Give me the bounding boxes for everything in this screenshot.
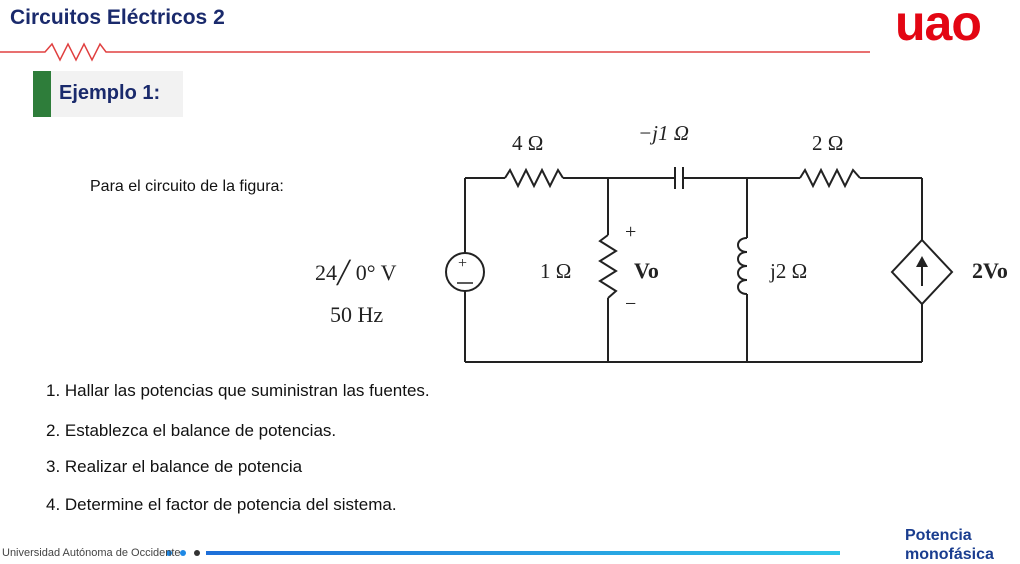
question-1: 1. Hallar las potencias que suministran las fuentes. bbox=[46, 381, 430, 400]
question-3: 3. Realizar el balance de potencia bbox=[46, 457, 303, 476]
label-source-value: 24╱ 0° V bbox=[315, 260, 397, 285]
dot-icon bbox=[180, 550, 186, 556]
label-vo: Vo bbox=[634, 258, 659, 283]
header-rule bbox=[0, 0, 1020, 70]
zigzag-decoration bbox=[0, 44, 870, 60]
page-title: Circuitos Eléctricos 2 bbox=[10, 6, 225, 29]
inductor bbox=[738, 238, 747, 294]
example-badge bbox=[33, 71, 183, 117]
intro-text: Para el circuito de la figura: bbox=[90, 178, 284, 195]
topic-line-1: Potencia bbox=[905, 527, 972, 544]
label-l1: j2 Ω bbox=[770, 259, 808, 283]
resistor-1ohm bbox=[600, 235, 616, 298]
topic-line-2: monofásica bbox=[905, 546, 994, 563]
label-r1: 4 Ω bbox=[512, 131, 544, 155]
label-c1: −j1 Ω bbox=[638, 121, 689, 145]
university-name: Universidad Autónoma de Occidente bbox=[2, 547, 181, 559]
resistor-4ohm bbox=[505, 170, 563, 186]
vo-minus: − bbox=[625, 293, 637, 315]
topic-tag bbox=[905, 526, 994, 564]
circuit-diagram bbox=[300, 110, 1020, 375]
vo-plus: + bbox=[625, 221, 637, 243]
uao-logo: uao bbox=[895, 0, 981, 51]
arrow-up-icon bbox=[916, 256, 928, 267]
label-r3: 1 Ω bbox=[540, 259, 572, 283]
dot-icon bbox=[194, 550, 200, 556]
label-source-freq: 50 Hz bbox=[330, 302, 384, 327]
question-4: 4. Determine el factor de potencia del sistema. bbox=[46, 495, 397, 514]
example-label: Ejemplo 1: bbox=[59, 82, 161, 104]
question-2: 2. Establezca el balance de potencias. bbox=[46, 421, 337, 440]
svg-text:+: + bbox=[458, 255, 468, 272]
label-r2: 2 Ω bbox=[812, 131, 844, 155]
resistor-2ohm bbox=[800, 170, 860, 186]
label-dep-source: 2Vo bbox=[972, 258, 1008, 283]
footer-bar bbox=[206, 551, 840, 555]
